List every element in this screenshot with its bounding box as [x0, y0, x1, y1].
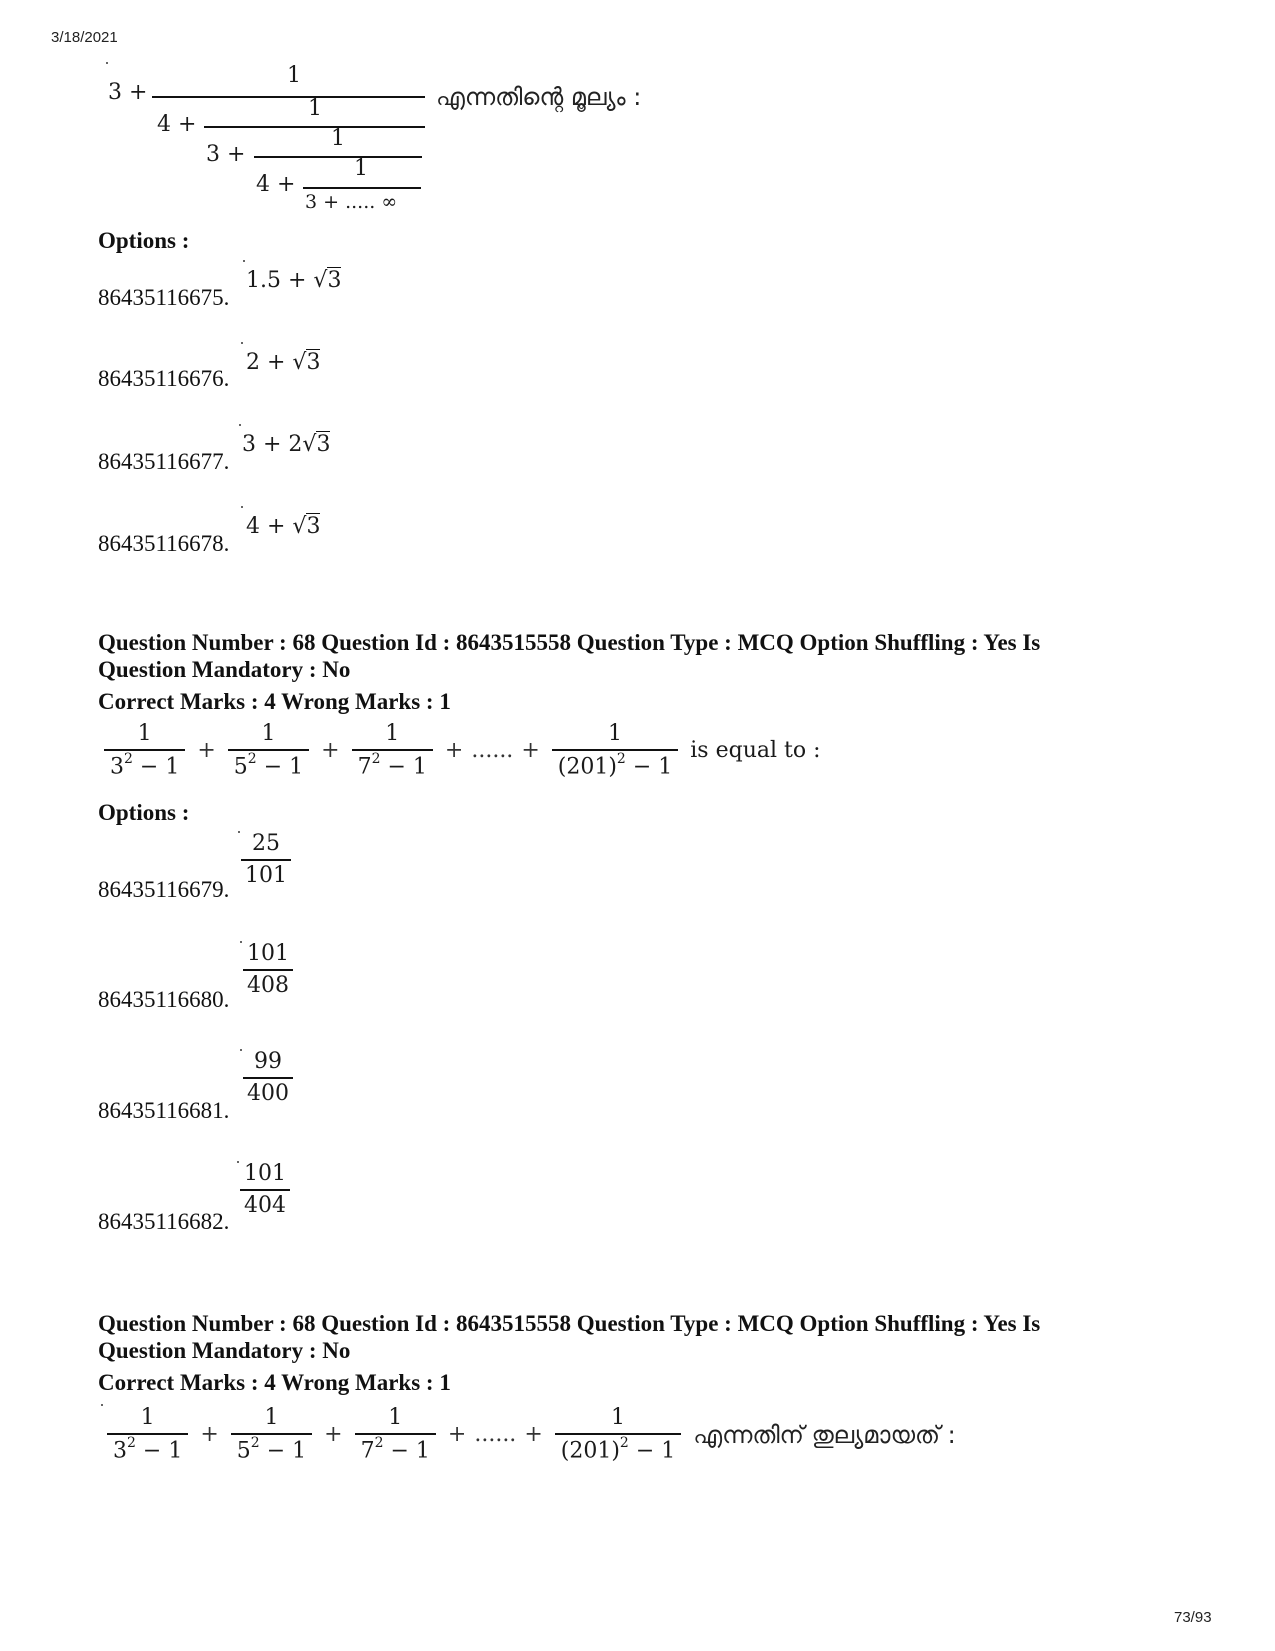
- cf-last-denominator: 3 + ..... ∞: [305, 191, 398, 213]
- cf-num-3: 1: [331, 126, 345, 151]
- cf-lead-1: 3 +: [108, 80, 148, 105]
- sum-term-3: $\frac{1}{7^2 - 1}$: [352, 722, 433, 780]
- option-id: 86435116675.: [98, 285, 230, 310]
- cf-bar-2: [204, 126, 425, 128]
- question-tail-en: is equal to :: [690, 738, 821, 764]
- question-tail-ml: എന്നതിന് തുല്യമായത് :: [693, 1420, 956, 1449]
- question-meta-line1-ml: Question Number : 68 Question Id : 8643515558 Question Type : MCQ Option Shuffling : Yes Is: [98, 1311, 1041, 1336]
- option-value: $\frac{99}{400}$: [243, 1050, 293, 1106]
- sum-term-1: $\frac{1}{3^2 - 1}$: [104, 722, 185, 780]
- sum-term-1: $\frac{1}{3^2 - 1}$: [107, 1406, 188, 1464]
- sum-term-2: $\frac{1}{5^2 - 1}$: [231, 1406, 312, 1464]
- option-value: 4 + √3: [246, 514, 321, 539]
- print-date: 3/18/2021: [51, 29, 118, 46]
- option-id: 86435116681.: [98, 1098, 230, 1123]
- cf-num-1: 1: [287, 63, 301, 88]
- option-value: $\frac{25}{101}$: [241, 832, 291, 888]
- options-label-q68: Options :: [98, 800, 190, 825]
- question-meta-line2: Question Mandatory : No: [98, 657, 351, 682]
- page-number: 73/93: [1174, 1609, 1212, 1626]
- option-value: 3 + 2√3: [242, 432, 331, 457]
- question-expression-ml: $\frac{1}{3^2 - 1}$ + $\frac{1}{5^2 - 1}$ + $\frac{1}{7^2 - 1}$ + ...... + $\frac{1}{(201)^2 - 1}$ എന്നതിന് തുല്യമായത് :: [103, 1406, 956, 1464]
- ellipsis: ......: [474, 1422, 517, 1448]
- question-meta-line1: Question Number : 68 Question Id : 8643515558 Question Type : MCQ Option Shuffling : Yes Is: [98, 630, 1041, 655]
- cf-bar-3: [254, 156, 422, 158]
- options-label-q67: Options :: [98, 228, 190, 253]
- option-value: $\frac{101}{404}$: [240, 1162, 290, 1218]
- cf-bar-4: [303, 187, 421, 189]
- sum-term-last: $\frac{1}{(201)^2 - 1}$: [552, 722, 679, 780]
- question-expression-en: $\frac{1}{3^2 - 1}$ + $\frac{1}{5^2 - 1}$ + $\frac{1}{7^2 - 1}$ + ...... + $\frac{1}{(201)^2 - 1}$ is equal to :: [100, 722, 821, 780]
- question-meta-line2-ml: Question Mandatory : No: [98, 1338, 351, 1363]
- option-value: $\frac{101}{408}$: [243, 942, 293, 998]
- option-id: 86435116679.: [98, 877, 230, 902]
- sum-term-2: $\frac{1}{5^2 - 1}$: [228, 722, 309, 780]
- option-id: 86435116676.: [98, 366, 230, 391]
- option-id: 86435116678.: [98, 531, 230, 556]
- sum-term-3: $\frac{1}{7^2 - 1}$: [355, 1406, 436, 1464]
- question-marks-ml: Correct Marks : 4 Wrong Marks : 1: [98, 1370, 451, 1395]
- cf-lead-4: 4 +: [256, 172, 296, 197]
- continued-fraction: [0, 0, 700, 230]
- sum-term-last: $\frac{1}{(201)^2 - 1}$: [555, 1406, 682, 1464]
- question-marks: Correct Marks : 4 Wrong Marks : 1: [98, 689, 451, 714]
- ellipsis: ......: [471, 738, 514, 764]
- option-value: 1.5 + √3: [246, 268, 342, 293]
- question-text-malayalam: എന്നതിന്റെ മൂല്യം :: [436, 83, 642, 111]
- option-id: 86435116677.: [98, 449, 230, 474]
- option-id: 86435116680.: [98, 987, 230, 1012]
- option-id: 86435116682.: [98, 1209, 230, 1234]
- cf-lead-2: 4 +: [157, 112, 197, 137]
- cf-lead-3: 3 +: [206, 142, 246, 167]
- cf-num-4: 1: [354, 156, 368, 181]
- option-value: 2 + √3: [246, 350, 321, 375]
- cf-bar-1: [152, 96, 425, 98]
- cf-num-2: 1: [308, 96, 322, 121]
